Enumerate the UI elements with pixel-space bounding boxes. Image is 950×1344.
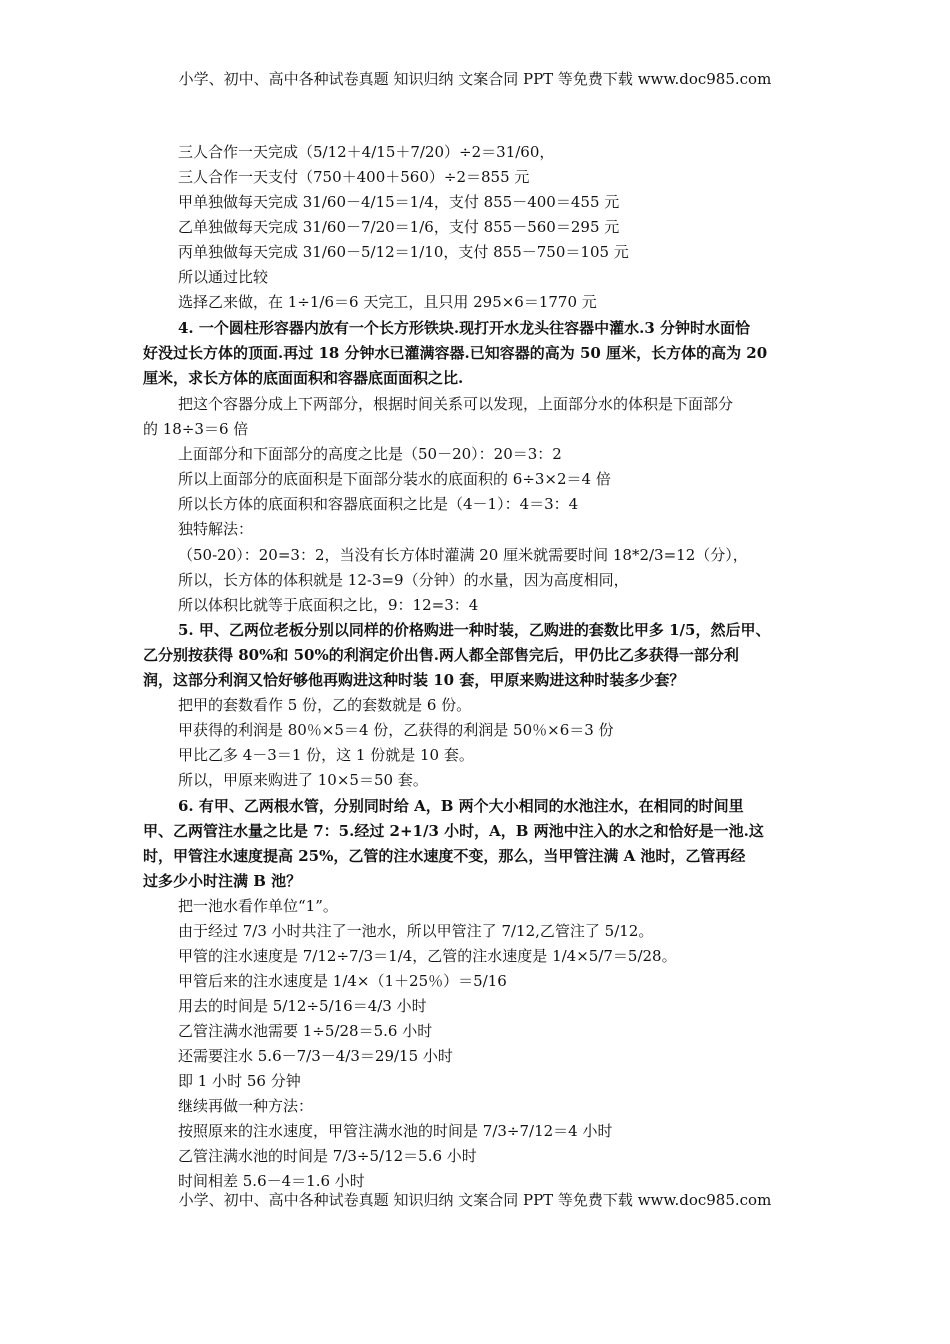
text-line: 甲获得的利润是 80％×5＝4 份，乙获得的利润是 50％×6＝3 份 [178,721,614,739]
text-line: 还需要注水 5.6－7/3－4/3＝29/15 小时 [178,1047,453,1065]
text-line: 独特解法： [178,520,254,538]
text-line: 的 18÷3＝6 倍 [143,420,249,438]
text-line: 乙管注满水池的时间是 7/3÷5/12＝5.6 小时 [178,1147,477,1165]
text-line: 三人合作一天完成（5/12＋4/15＋7/20）÷2＝31/60， [178,143,555,161]
text-line: 三人合作一天支付（750＋400＋560）÷2＝855 元 [178,168,530,186]
question-6: 时，甲管注水速度提高 25%，乙管的注水速度不变，那么，当甲管注满 A 池时，乙管再经 [143,847,746,865]
question-5: 润，这部分利润又恰好够他再购进这种时装 10 套，甲原来购进这种时装多少套？ [143,671,685,689]
text-line: 由于经过 7/3 小时共注了一池水，所以甲管注了 7/12,乙管注了 5/12。 [178,922,654,940]
text-line: 时间相差 5.6－4＝1.6 小时 [178,1172,365,1190]
text-line: 甲比乙多 4－3＝1 份，这 1 份就是 10 套。 [178,746,474,764]
text-line: 甲管的注水速度是 7/12÷7/3＝1/4，乙管的注水速度是 1/4×5/7＝5/28。 [178,947,677,965]
question-5: 5. 甲、乙两位老板分别以同样的价格购进一种时装，乙购进的套数比甲多 1/5，然后甲、 [178,621,771,639]
question-6: 过多少小时注满 B 池？ [143,872,302,890]
text-line: 丙单独做每天完成 31/60－5/12＝1/10，支付 855－750＝105 元 [178,243,629,261]
page-header: 小学、初中、高中各种试卷真题 知识归纳 文案合同 PPT 等免费下载 www.doc985.com [178,70,772,88]
text-line: 所以通过比较 [178,268,269,286]
text-line: 所以长方体的底面积和容器底面积之比是（4－1）：4＝3：4 [178,495,579,513]
question-6: 甲、乙两管注水量之比是 7：5.经过 2+1/3 小时，A，B 两池中注入的水之和恰好是一池.这 [143,822,764,840]
text-line: 即 1 小时 56 分钟 [178,1072,301,1090]
text-line: （50-20）：20=3：2，当没有长方体时灌满 20 厘米就需要时间 18*2/3=12（分）， [178,546,748,564]
text-line: 上面部分和下面部分的高度之比是（50－20）：20＝3：2 [178,445,562,463]
text-line: 把甲的套数看作 5 份，乙的套数就是 6 份。 [178,696,472,714]
text-line: 把这个容器分成上下两部分，根据时间关系可以发现，上面部分水的体积是下面部分 [178,395,734,413]
page-footer: 小学、初中、高中各种试卷真题 知识归纳 文案合同 PPT 等免费下载 www.doc985.com [178,1191,772,1209]
text-line: 继续再做一种方法： [178,1097,314,1115]
text-line: 所以，长方体的体积就是 12-3=9（分钟）的水量，因为高度相同， [178,571,629,589]
text-line: 甲单独做每天完成 31/60－4/15＝1/4，支付 855－400＝455 元 [178,193,620,211]
text-line: 甲管后来的注水速度是 1/4×（1＋25％）＝5/16 [178,972,507,990]
text-line: 乙管注满水池需要 1÷5/28＝5.6 小时 [178,1022,433,1040]
question-4: 4. 一个圆柱形容器内放有一个长方形铁块.现打开水龙头往容器中灌水.3 分钟时水面恰 [178,319,750,337]
text-line: 把一池水看作单位“1”。 [178,897,338,915]
question-5: 乙分别按获得 80%和 50%的利润定价出售.两人都全部售完后，甲仍比乙多获得一部分利 [143,646,739,664]
question-4: 厘米，求长方体的底面面积和容器底面面积之比. [143,369,464,387]
text-line: 所以体积比就等于底面积之比，9：12=3：4 [178,596,479,614]
question-6: 6. 有甲、乙两根水管，分别同时给 A，B 两个大小相同的水池注水，在相同的时间里 [178,797,744,815]
text-line: 所以上面部分的底面积是下面部分装水的底面积的 6÷3×2＝4 倍 [178,470,611,488]
text-line: 所以，甲原来购进了 10×5＝50 套。 [178,771,428,789]
question-4: 好没过长方体的顶面.再过 18 分钟水已灌满容器.已知容器的高为 50 厘米，长方体的高为 20 [143,344,768,362]
text-line: 乙单独做每天完成 31/60－7/20＝1/6，支付 855－560＝295 元 [178,218,620,236]
text-line: 用去的时间是 5/12÷5/16＝4/3 小时 [178,997,427,1015]
text-line: 选择乙来做，在 1÷1/6＝6 天完工，且只用 295×6＝1770 元 [178,293,597,311]
text-line: 按照原来的注水速度，甲管注满水池的时间是 7/3÷7/12＝4 小时 [178,1122,613,1140]
